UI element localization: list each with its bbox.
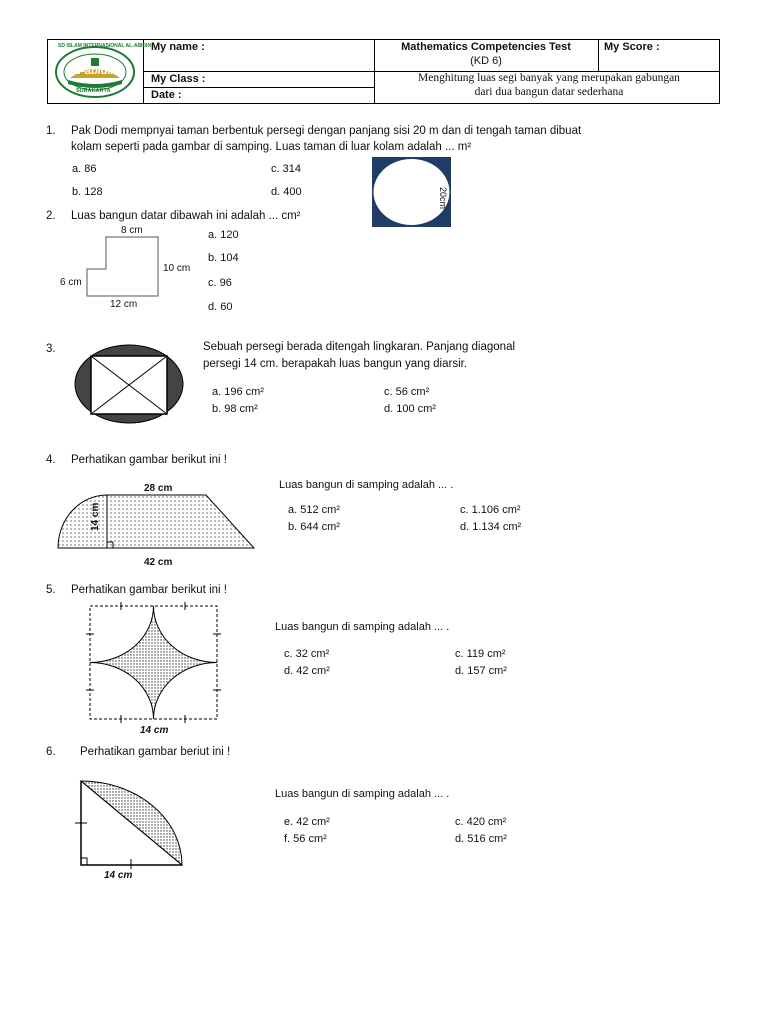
q5-option-c1[interactable]: c. 32 cm² — [284, 648, 330, 660]
logo-text-mid: al-abidin — [72, 65, 118, 77]
test-title: Mathematics Competencies Test — [401, 41, 571, 53]
q3-text-line2: persegi 14 cm. berapakah luas bangun yang diarsir. — [203, 358, 468, 370]
logo-text-bottom: SURAKARTA — [76, 88, 111, 94]
q5-option-d1[interactable]: d. 42 cm² — [284, 665, 330, 677]
q6-text: Perhatikan gambar beriut ini ! — [80, 746, 231, 758]
q1-text-line2: kolam seperti pada gambar di samping. Luas taman di luar kolam adalah ... m² — [71, 141, 472, 153]
q6-option-d[interactable]: d. 516 cm² — [455, 833, 507, 845]
q3-option-a[interactable]: a. 196 cm² — [212, 386, 264, 398]
q4-option-c[interactable]: c. 1.106 cm² — [460, 504, 521, 516]
q4-number: 4. — [46, 454, 56, 466]
q3-option-d[interactable]: d. 100 cm² — [384, 403, 436, 415]
q5-option-c2[interactable]: c. 119 cm² — [455, 648, 506, 660]
q5-prompt: Luas bangun di samping adalah ... . — [275, 621, 450, 633]
q2-text: Luas bangun datar dibawah ini adalah ... cm² — [71, 210, 301, 222]
name-label: My name : — [151, 41, 205, 53]
q6-prompt: Luas bangun di samping adalah ... . — [275, 788, 450, 800]
q5-number: 5. — [46, 584, 56, 596]
q2-label-10cm: 10 cm — [163, 263, 191, 274]
q5-label-14cm: 14 cm — [140, 725, 169, 736]
q1-figure-square-circle — [371, 155, 467, 229]
q2-option-b[interactable]: b. 104 — [208, 252, 239, 264]
q3-option-b[interactable]: b. 98 cm² — [212, 403, 258, 415]
test-code: (KD 6) — [470, 55, 502, 67]
q5-figure-astroid — [82, 600, 226, 724]
q3-figure-circle-square — [73, 343, 185, 425]
score-label: My Score : — [604, 41, 660, 53]
q3-text-line1: Sebuah persegi berada ditengah lingkaran. Panjang diagonal — [203, 341, 516, 353]
topic-line-2: dari dua bangun datar sederhana — [474, 86, 624, 98]
q1-option-a[interactable]: a. 86 — [72, 163, 97, 175]
q4-text: Perhatikan gambar berikut ini ! — [71, 454, 227, 466]
q6-number: 6. — [46, 746, 56, 758]
q1-figure-label: 20cm — [438, 187, 448, 210]
q2-number: 2. — [46, 210, 56, 222]
q1-number: 1. — [46, 125, 56, 137]
q4-option-b[interactable]: b. 644 cm² — [288, 521, 340, 533]
q6-figure-quarter-circle — [70, 776, 190, 870]
q2-label-8cm: 8 cm — [121, 225, 143, 236]
q5-text: Perhatikan gambar berikut ini ! — [71, 584, 227, 596]
q3-number: 3. — [46, 343, 56, 355]
q2-figure-l-shape — [86, 236, 166, 300]
q4-label-28cm: 28 cm — [144, 483, 173, 494]
logo-text-top: SD ISLAM INTERNASIONAL AL-ABIDIN — [58, 43, 152, 49]
q6-label-14cm: 14 cm — [104, 870, 133, 881]
q2-label-12cm: 12 cm — [110, 299, 138, 310]
q4-prompt: Luas bangun di samping adalah ... . — [279, 479, 454, 491]
header-table — [47, 39, 720, 104]
q4-label-42cm: 42 cm — [144, 557, 173, 568]
class-label: My Class : — [151, 73, 206, 85]
q2-label-6cm: 6 cm — [60, 277, 82, 288]
topic-line-1: Menghitung luas segi banyak yang merupakan gabungan — [418, 72, 680, 84]
q2-option-c[interactable]: c. 96 — [208, 277, 232, 289]
q6-option-e[interactable]: e. 42 cm² — [284, 816, 330, 828]
q1-option-b[interactable]: b. 128 — [72, 186, 103, 198]
q4-figure-composite — [54, 488, 260, 554]
q2-option-d[interactable]: d. 60 — [208, 301, 233, 313]
q6-option-f[interactable]: f. 56 cm² — [284, 833, 327, 845]
q1-option-d[interactable]: d. 400 — [271, 186, 302, 198]
q4-option-d[interactable]: d. 1.134 cm² — [460, 521, 522, 533]
q2-option-a[interactable]: a. 120 — [208, 229, 239, 241]
q1-option-c[interactable]: c. 314 — [271, 163, 301, 175]
q4-option-a[interactable]: a. 512 cm² — [288, 504, 340, 516]
q1-text-line1: Pak Dodi mempnyai taman berbentuk persegi dengan panjang sisi 20 m dan di tengah taman dibuat — [71, 125, 582, 137]
q6-option-c[interactable]: c. 420 cm² — [455, 816, 507, 828]
q5-option-d2[interactable]: d. 157 cm² — [455, 665, 507, 677]
q4-label-14cm: 14 cm — [90, 502, 101, 531]
date-label: Date : — [151, 89, 182, 101]
q3-option-c[interactable]: c. 56 cm² — [384, 386, 430, 398]
